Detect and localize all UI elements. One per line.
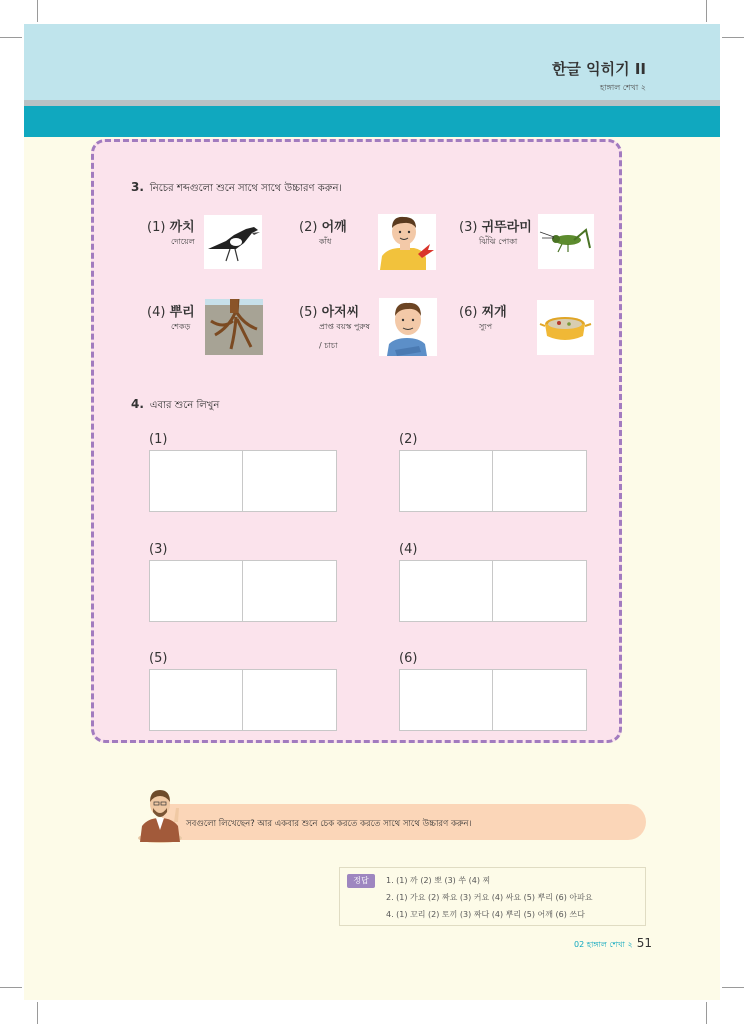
crop-mark [37,1002,38,1024]
bengali-meaning: ঝিঁঝি পোকা [479,237,518,246]
tip-text: সবগুলো লিখেছেন? আর একবার শুনে চেক করতে করতে সাথে সাথে উচ্চারণ করুন। [186,819,472,829]
bengali-meaning: কাঁধ [319,237,332,246]
write-cell[interactable] [242,561,336,621]
write-label-3: (3) [149,542,168,557]
write-cell[interactable] [150,670,243,730]
word-number: (5) [299,305,318,320]
word-item-4 [147,301,195,331]
bengali-meaning-alt: / চাচা [319,341,338,350]
answer-line: 1. (1) 까 (2) 뽀 (3) 쑤 (4) 찌 [386,876,491,885]
answer-badge: 정답 [347,874,375,888]
write-label-2: (2) [399,432,418,447]
question-4-instruction: এবার শুনে লিখুন [149,400,220,411]
shoulder-icon [378,214,436,270]
write-cell[interactable] [492,561,586,621]
word-item-3 [459,216,532,246]
korean-word: 까치 [169,220,195,235]
write-label-1: (1) [149,432,168,447]
write-cell[interactable] [492,670,586,730]
word-number: (4) [147,305,166,320]
write-box-2[interactable] [399,450,587,512]
bengali-meaning: শেকড় [171,322,191,331]
chapter-label: 02 হাঙ্গাল শেখা ২ [574,940,633,949]
header-bar [24,106,720,137]
page-footer [574,936,652,952]
question-3-number: 3. [131,180,144,194]
question-4-title [131,397,219,415]
write-box-5[interactable] [149,669,337,731]
write-box-4[interactable] [399,560,587,622]
answer-line: 2. (1) 가요 (2) 짜요 (3) 커요 (4) 싸요 (5) 뿌리 (6) 아파요 [386,893,593,902]
word-number: (3) [459,220,478,235]
write-cell[interactable] [400,561,493,621]
magpie-icon [204,215,262,269]
write-box-6[interactable] [399,669,587,731]
word-number: (2) [299,220,318,235]
teacher-icon [134,782,186,844]
bengali-meaning: প্রাপ্ত বয়স্ক পুরুষ [319,322,370,331]
crop-mark [722,37,744,38]
write-cell[interactable] [242,451,336,511]
word-number: (6) [459,305,478,320]
unit-subtitle: হাঙ্গাল শেখা ২ [600,83,646,92]
man-icon [379,298,437,356]
korean-word: 어깨 [321,220,347,235]
write-cell[interactable] [492,451,586,511]
page-number: 51 [636,936,652,950]
write-label-5: (5) [149,651,168,666]
word-item-5 [299,301,370,350]
crop-mark [706,1002,707,1024]
word-number: (1) [147,220,166,235]
answer-line: 4. (1) 꼬리 (2) 토끼 (3) 짜다 (4) 뿌리 (5) 어깨 (6) 쓰다 [386,910,585,919]
korean-word: 뿌리 [169,305,195,320]
bengali-meaning: স্যুপ [479,322,493,331]
write-label-6: (6) [399,651,418,666]
crop-mark [37,0,38,22]
crop-mark [706,0,707,22]
unit-title: 한글 익히기 II [551,60,646,78]
crop-mark [0,987,22,988]
write-cell[interactable] [400,451,493,511]
question-3-title [131,180,342,198]
question-4-number: 4. [131,397,144,411]
korean-word: 귀뚜라미 [481,220,532,235]
write-cell[interactable] [242,670,336,730]
page-header [24,24,720,100]
korean-word: 아저씨 [321,305,360,320]
stew-icon [537,300,594,355]
word-item-6 [459,301,507,331]
roots-icon [205,299,263,355]
crop-mark [722,987,744,988]
crop-mark [0,37,22,38]
write-label-4: (4) [399,542,418,557]
word-item-2 [299,216,347,246]
word-item-1 [147,216,195,246]
write-cell[interactable] [150,451,243,511]
write-cell[interactable] [150,561,243,621]
question-3-instruction: নিচের শব্দগুলো শুনে সাথে সাথে উচ্চারণ করুন। [149,183,342,194]
answer-key [339,867,646,926]
cricket-icon [538,214,594,269]
write-box-3[interactable] [149,560,337,622]
korean-word: 찌개 [481,305,507,320]
write-cell[interactable] [400,670,493,730]
bengali-meaning: দোয়েল [171,237,195,246]
write-box-1[interactable] [149,450,337,512]
